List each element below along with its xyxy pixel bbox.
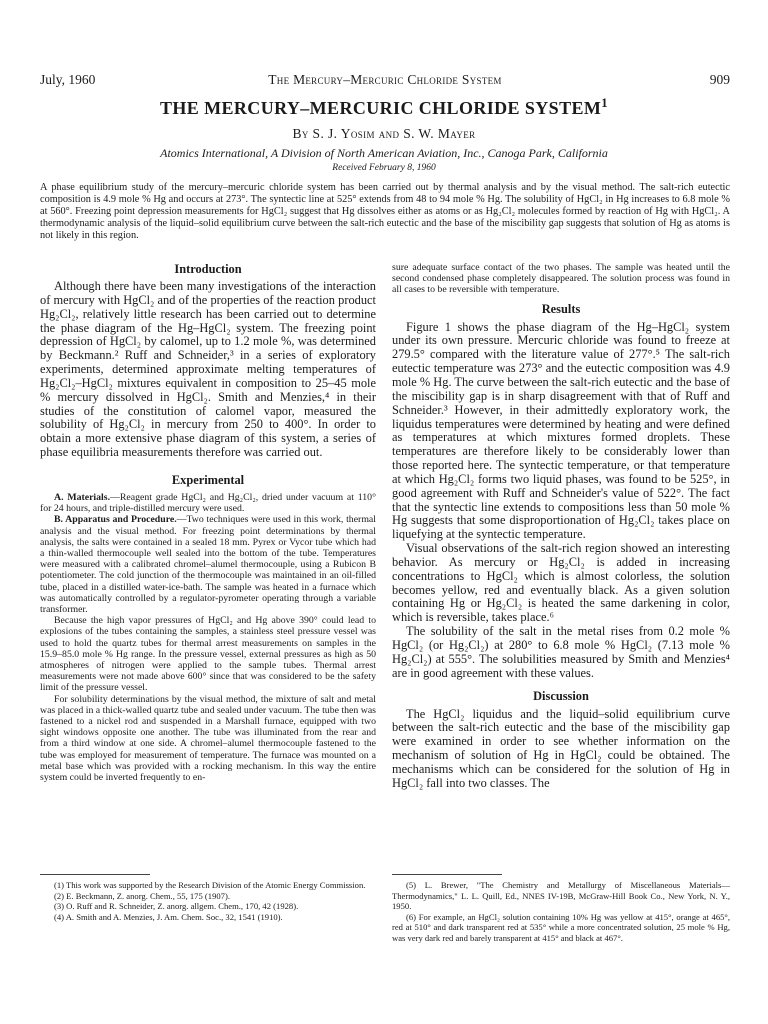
apparatus-label: B. Apparatus and Procedure.	[54, 514, 177, 526]
results-paragraph-1: Figure 1 shows the phase diagram of the Hg–HgCl₂ system under its own pressure. Mercuric chloride was found to freeze at 279.5° compared with the literature value of 277°.⁵ The salt-rich eutectic temperature was 273° and the eutectic composition was 4.9 mole % Hg. The curve between the salt-rich eutectic and the base of the miscibility gap is in sharp disagreement with that of Ruff and Schneider.³ However, in their admittedly exploratory work, the liquidus temperatures were determined by heating and were defined as temperatures at which mixtures formed droplets. These temperatures are therefore likely to be considerably lower than those reported here. The syntectic temperature, or that temperature at which Hg₂Cl₂ forms two liquid phases, was found to be 525°, in good agreement with Ruff and Schneider's value of 522°. The fact that the syntectic line extends to compositions less than 50 mole % Hg suggests that some disproportionation of Hg₂Cl₂ takes place on liquefying at the syntectic temperature.	[392, 319, 730, 542]
footnote-rule-right	[392, 874, 502, 875]
pressure-paragraph: Because the high vapor pressures of HgCl₂ and Hg above 390° could lead to explosions of the tubes containing the samples, a stainless steel pressure vessel was used to hold the quartz tubes for thermal arrest measurements on samples in the 15.9–85.0 mole % Hg range. In the pressure vessel, external pressures as high as 50 atmospheres of nitrogen were applied to the sample tubes. Thermal arrest measurements were not made above 600° since that was considered to be the safety limit of the pressure vessel.	[40, 615, 376, 694]
footnote-rule-left	[40, 874, 150, 875]
discussion-paragraph: The HgCl₂ liquidus and the liquid–solid equilibrium curve between the salt-rich eutectic and the base of the miscibility gap were examined in order to see whether information on the mechanism of solution of Hg in HgCl₂ could be obtained. The mechanisms which can be considered for the solution of Hg in HgCl₂ fall into two classes. The	[392, 706, 730, 790]
issue-date: July, 1960	[40, 72, 96, 87]
affiliation: Atomics International, A Division of North American Aviation, Inc., Canoga Park, California	[160, 146, 608, 160]
footnote-4: (4) A. Smith and A. Menzies, J. Am. Chem. Soc., 32, 1541 (1910).	[54, 911, 283, 922]
footnotes-right	[392, 880, 730, 944]
results-paragraph-2: Visual observations of the salt-rich region showed an interesting behavior. As mercury or Hg₂Cl₂ is added in increasing concentrations to HgCl₂ which is almost colorless, the solution becomes yellow, red and eventually black. As a given solution containing Hg or Hg₂Cl₂ is heated the same darkening in color, which is reversible, takes place.⁶	[392, 541, 730, 625]
right-column	[392, 262, 730, 791]
footnote-2: (2) E. Beckmann, Z. anorg. Chem., 55, 175 (1907).	[54, 890, 230, 901]
footnote-3: (3) O. Ruff and R. Schneider, Z. anorg. allgem. Chem., 170, 42 (1928).	[54, 901, 299, 912]
left-column	[40, 262, 376, 783]
received-date: Received February 8, 1960	[332, 163, 436, 173]
title-footnote-mark: 1	[601, 96, 608, 110]
apparatus-paragraph	[40, 514, 376, 615]
page-number: 909	[709, 72, 730, 87]
discussion-heading: Discussion	[533, 688, 589, 703]
footnote-1: (1) This work was supported by the Research Division of the Atomic Energy Commission.	[54, 880, 366, 890]
running-title: The Mercury–Mercuric Chloride System	[268, 72, 502, 87]
materials-text: —Reagent grade HgCl₂ and Hg₂Cl₂, dried under vacuum at 110° for 24 hours, and triple-distilled mercury were used.	[40, 491, 377, 515]
solubility-paragraph: For solubility determinations by the visual method, the mixture of salt and metal was placed in a thick-walled quartz tube and sealed under vacuum. The tube then was fastened to a nickel rod and suspended in a Marshall furnace, equipped with two sight windows opposite one another. The tube was illuminated from the rear and from a third window at one side. A chromel–alumel thermocouple fastened to the tube was employed for measurement of temperature. The furnace was mounted on a metal base which was provided with a rocking mechanism. In this way the entire system could be inverted frequently to en-	[40, 693, 376, 784]
footnote-5: (5) L. Brewer, "The Chemistry and Metallurgy of Miscellaneous Materials—Thermodynamics," L. L. Quill, Ed., NNES IV-19B, McGraw-Hill Book Co., New York, N. Y., 1950.	[392, 880, 730, 912]
continued-paragraph: sure adequate surface contact of the two phases. The sample was heated until the second condensed phase completely disappeared. The solution process was found in all cases to be reversible with temperature.	[392, 262, 730, 296]
article-title-text: THE MERCURY–MERCURIC CHLORIDE SYSTEM	[159, 98, 602, 118]
materials-label: A. Materials.	[54, 491, 111, 503]
experimental-heading: Experimental	[171, 472, 245, 487]
introduction-heading: Introduction	[174, 262, 242, 276]
footnotes-left	[40, 880, 376, 922]
apparatus-text: —Two techniques were used in this work, thermal analysis and the visual method. For freezing point determinations by thermal analysis, the salts were contained in a sealed 18 mm. Pyrex or Vycor tube which had a thin-walled thermocouple well sealed into the bottom of the tube. Temperatures were measured with a calibrated chromel–alumel thermocouple, using a Rubicon B potentiometer. The cold junction of the thermocouple was maintained in an oil-filled tube, placed in a distilled water-ice-bath. The sample was heated in a furnace which was automatically controlled by a regulator-pyrometer operating through a variable transformer.	[40, 514, 377, 615]
article-title	[0, 98, 768, 119]
running-header	[40, 72, 730, 88]
introduction-paragraph: Although there have been many investigations of the interaction of mercury with HgCl₂ and of the properties of the reaction product Hg₂Cl₂, relatively little research has been carried out to determine the phase diagram of the Hg–HgCl₂ system. The freezing point depression of HgCl₂ by calomel, up to 1.2 mole %, was determined by Beckmann.² Ruff and Schneider,³ in a series of exploratory experiments, determined approximate melting temperatures of Hg₂Cl₂–HgCl₂ mixtures equivalent in composition to 25–45 mole % mercury dissolved in HgCl₂. Smith and Menzies,⁴ in their studies of the constitution of calomel vapor, measured the solubility of Hg₂Cl₂ in mercury from 250 to 400°. In order to obtain a more extensive phase diagram of this system, a series of phase equilibria measurements therefore was carried out.	[40, 279, 376, 460]
abstract: A phase equilibrium study of the mercury–mercuric chloride system has been carried out by thermal analysis and by the visual method. The salt-rich eutectic composition is 4.9 mole % Hg and occurs at 273°. The syntectic line at 525° extends from 48 to 94 mole % Hg. The solubility of HgCl₂ in Hg increases to 6.8 mole % at 560°. Freezing point depression measurements for HgCl₂ suggest that Hg dissolves either as atoms or as Hg₂Cl₂ molecules formed by reaction of Hg with HgCl₂. A thermodynamic analysis of the liquid–solid equilibrium curve between the salt-rich eutectic and the base of the miscibility gap suggests that solution of Hg as atoms is not likely in this region.	[40, 182, 730, 241]
materials-paragraph	[40, 492, 376, 514]
results-heading: Results	[541, 301, 581, 316]
authors: By S. J. Yosim and S. W. Mayer	[292, 126, 476, 141]
footnote-6: (6) For example, an HgCl₂ solution containing 10% Hg was yellow at 415°, orange at 465°, red at 510° and dark transparent red at 535° while a more concentrated solution, 25 mole % Hg, was very dark red and barely transparent at 415° and black at 467°.	[392, 911, 730, 943]
results-paragraph-3: The solubility of the salt in the metal rises from 0.2 mole % HgCl₂ (or Hg₂Cl₂) at 280° to 6.8 mole % HgCl₂ (7.13 mole % Hg₂Cl₂) at 555°. The solubilities measured by Smith and Menzies⁴ are in good agreement with these values.	[392, 624, 730, 680]
